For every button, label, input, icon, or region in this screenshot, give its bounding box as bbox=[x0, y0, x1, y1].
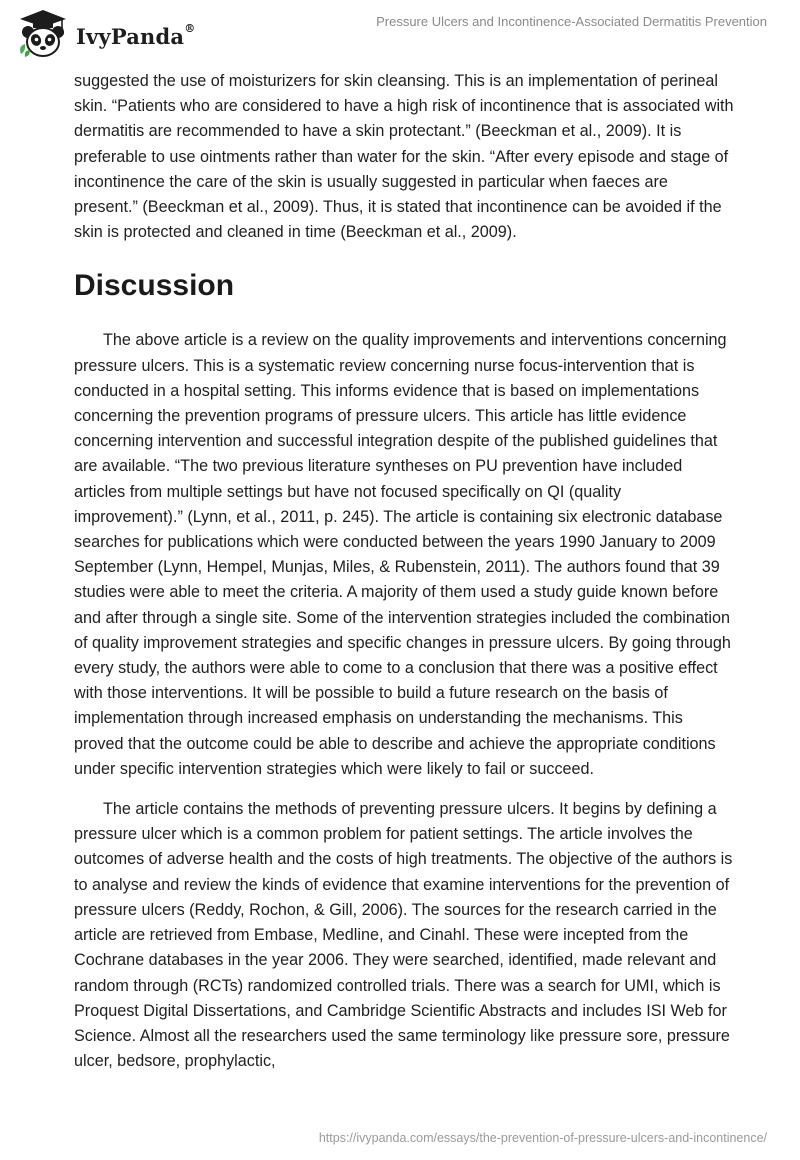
section-heading: Discussion bbox=[74, 269, 235, 303]
document-title: Pressure Ulcers and Incontinence-Associated Dermatitis Prevention bbox=[376, 14, 767, 29]
page-header bbox=[0, 0, 800, 70]
body-paragraph-2: The article contains the methods of preventing pressure ulcers. It begins by defining a pressure ulcer which is a common problem for patient settings. The article involves the outcomes of adverse health and the costs of high treatments. The objective of the authors is to analyse and review the kinds of evidence that examine interventions for the prevention of pressure ulcers (Reddy, Rochon, & Gill, 2006). The sources for the research carried in the article are retrieved from Embase, Medline, and Cinahl. These were incepted from the Cochrane databases in the year 2006. They were searched, identified, made relevant and random through (RCTs) randomized controlled trials. There was a search for UMI, which is Proquest Digital Dissertations, and Cambridge Scientific Abstracts and includes ISI Web for Science. Almost all the researchers used the same terminology like pressure sore, pressure ulcer, bedsore, prophylactic, bbox=[74, 800, 733, 1071]
logo-wordmark: IvyPanda® bbox=[76, 21, 196, 49]
body-paragraph-1: The above article is a review on the quality improvements and interventions concerning pressure ulcers. This is a systematic review concerning nurse focus-intervention that is conducted in a hospital setting. This informs evidence that is based on implementations concerning the prevention programs of pressure ulcers. This article has little evidence concerning intervention and successful integration despite of the published guidelines that are available. “The two previous literature syntheses on PU prevention have included articles from multiple settings but have not focused specifically on QI (quality improvement).” (Lynn, et al., 2011, p. 245). The article is containing six electronic database searches for publications which were conducted between the years 1990 January to 2009 September (Lynn, Hempel, Munjas, Miles, & Rubenstein, 2011). The authors found that 39 studies were able to meet the criteria. A majority of them used a study guide known before and after through a single site. Some of the intervention strategies included the combination of quality improvement strategies and specific changes in pressure ulcers. By going through every study, the authors were able to come to a conclusion that there was a positive effect with those interventions. It will be possible to build a future research on the basis of implementation through increased emphasis on understanding the mechanisms. This proved that the outcome could be able to describe and achieve the appropriate conditions under specific intervention strategies which were likely to fail or succeed. bbox=[74, 331, 731, 778]
essay-body bbox=[74, 69, 734, 1074]
source-url[interactable]: https://ivypanda.com/essays/the-prevention-of-pressure-ulcers-and-incontinence/ bbox=[318, 1131, 767, 1145]
ivypanda-logo[interactable] bbox=[16, 8, 195, 60]
panda-graduate-icon bbox=[16, 8, 70, 60]
intro-paragraph: suggested the use of moisturizers for skin cleansing. This is an implementation of perineal skin. “Patients who are considered to have a high risk of incontinence that is associated with dermatitis are recommended to have a skin protectant.” (Beeckman et al., 2009). It is preferable to use ointments rather than water for the skin. “After every episode and stage of incontinence the care of the skin is usually suggested in particular when faeces are present.” (Beeckman et al., 2009). Thus, it is stated that incontinence can be avoided if the skin is protected and cleaned in time (Beeckman et al., 2009). bbox=[74, 72, 734, 242]
